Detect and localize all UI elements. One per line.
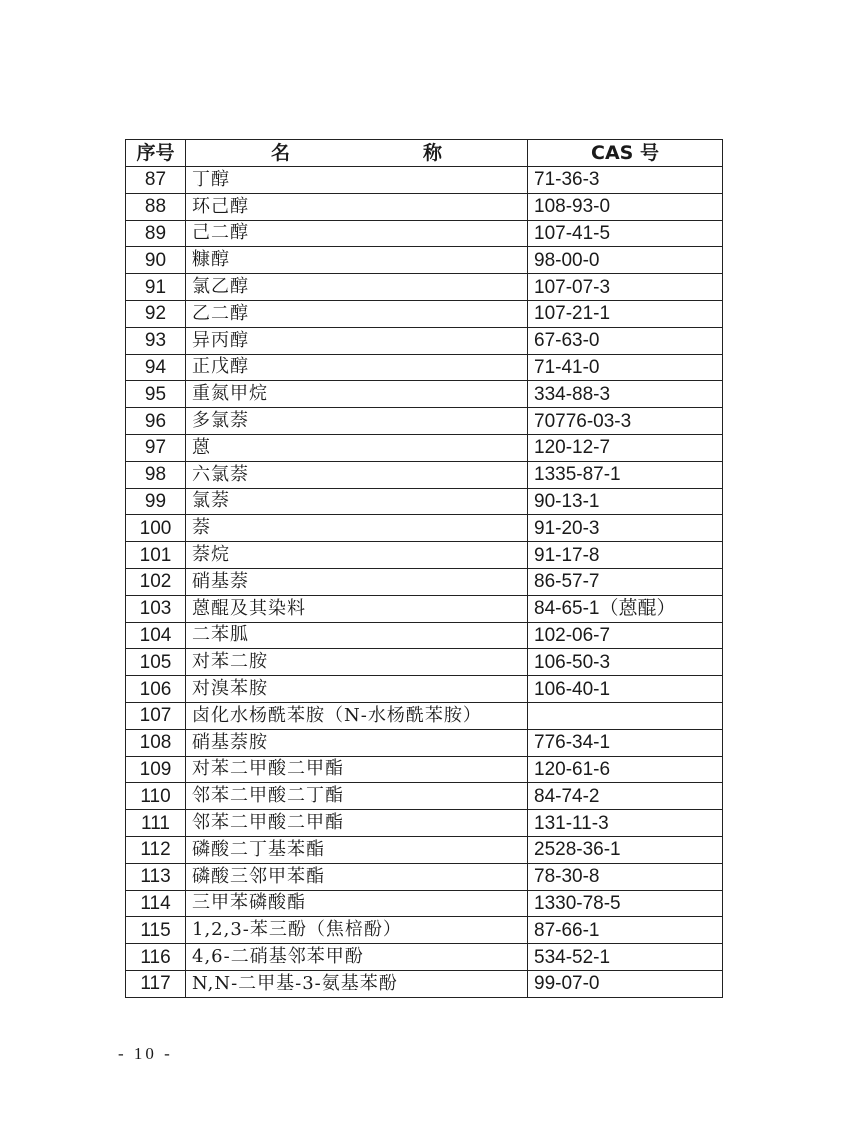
- name-cell: 萘: [186, 515, 528, 542]
- table-row: [126, 622, 723, 649]
- table-row: [126, 247, 723, 274]
- seq-cell: 105: [126, 649, 186, 676]
- name-cell: 磷酸二丁基苯酯: [186, 836, 528, 863]
- seq-cell: 101: [126, 542, 186, 569]
- table-row: [126, 756, 723, 783]
- table-row: [126, 917, 723, 944]
- seq-cell: 116: [126, 944, 186, 971]
- cas-cell: 98-00-0: [528, 247, 723, 274]
- cas-cell: 90-13-1: [528, 488, 723, 515]
- table-row: [126, 408, 723, 435]
- table-row: [126, 354, 723, 381]
- seq-cell: 117: [126, 970, 186, 997]
- cas-cell: 78-30-8: [528, 863, 723, 890]
- page-number: - 10 -: [118, 1044, 173, 1063]
- table-row: [126, 542, 723, 569]
- table-header-row: [126, 140, 723, 167]
- cas-cell: 131-11-3: [528, 810, 723, 837]
- cas-cell: 71-36-3: [528, 167, 723, 194]
- name-cell: 对苯二胺: [186, 649, 528, 676]
- seq-cell: 95: [126, 381, 186, 408]
- table-row: [126, 300, 723, 327]
- seq-cell: 111: [126, 810, 186, 837]
- name-cell: 异丙醇: [186, 327, 528, 354]
- table-row: [126, 702, 723, 729]
- cas-cell: 534-52-1: [528, 944, 723, 971]
- name-cell: 硝基萘胺: [186, 729, 528, 756]
- table-row: [126, 381, 723, 408]
- name-cell: 对苯二甲酸二甲酯: [186, 756, 528, 783]
- seq-cell: 115: [126, 917, 186, 944]
- name-cell: 三甲苯磷酸酯: [186, 890, 528, 917]
- cas-cell: 102-06-7: [528, 622, 723, 649]
- cas-cell: 107-21-1: [528, 300, 723, 327]
- table-row: [126, 595, 723, 622]
- seq-cell: 104: [126, 622, 186, 649]
- cas-cell: 86-57-7: [528, 568, 723, 595]
- table-row: [126, 944, 723, 971]
- table-row: [126, 327, 723, 354]
- table-row: [126, 220, 723, 247]
- cas-cell: 1335-87-1: [528, 461, 723, 488]
- cas-cell: 107-07-3: [528, 274, 723, 301]
- name-cell: 正戊醇: [186, 354, 528, 381]
- seq-cell: 99: [126, 488, 186, 515]
- name-cell: 多氯萘: [186, 408, 528, 435]
- table-row: [126, 863, 723, 890]
- name-cell: 对溴苯胺: [186, 676, 528, 703]
- name-cell: 萘烷: [186, 542, 528, 569]
- table-row: [126, 461, 723, 488]
- table-row: [126, 970, 723, 997]
- cas-cell: 84-65-1（蒽醌）: [528, 595, 723, 622]
- seq-cell: 108: [126, 729, 186, 756]
- cas-cell: 1330-78-5: [528, 890, 723, 917]
- table-row: [126, 783, 723, 810]
- seq-cell: 88: [126, 193, 186, 220]
- cas-cell: 107-41-5: [528, 220, 723, 247]
- cas-cell: 776-34-1: [528, 729, 723, 756]
- name-cell: 乙二醇: [186, 300, 528, 327]
- seq-cell: 89: [126, 220, 186, 247]
- name-cell: 己二醇: [186, 220, 528, 247]
- table-row: [126, 810, 723, 837]
- cas-cell: 84-74-2: [528, 783, 723, 810]
- table-row: [126, 568, 723, 595]
- name-cell: 卤化水杨酰苯胺（N-水杨酰苯胺）: [186, 702, 528, 729]
- seq-cell: 113: [126, 863, 186, 890]
- header-seq: 序号: [126, 140, 186, 167]
- seq-cell: 98: [126, 461, 186, 488]
- name-cell: 硝基萘: [186, 568, 528, 595]
- cas-cell: 67-63-0: [528, 327, 723, 354]
- table-row: [126, 649, 723, 676]
- cas-cell: 108-93-0: [528, 193, 723, 220]
- name-cell: N,N-二甲基-3-氨基苯酚: [186, 970, 528, 997]
- seq-cell: 91: [126, 274, 186, 301]
- table-body: [126, 167, 723, 998]
- header-name: [186, 140, 528, 167]
- seq-cell: 109: [126, 756, 186, 783]
- table-row: [126, 836, 723, 863]
- seq-cell: 96: [126, 408, 186, 435]
- name-cell: 邻苯二甲酸二丁酯: [186, 783, 528, 810]
- cas-cell: 2528-36-1: [528, 836, 723, 863]
- cas-cell: 106-40-1: [528, 676, 723, 703]
- table-row: [126, 676, 723, 703]
- name-cell: 环己醇: [186, 193, 528, 220]
- table-row: [126, 167, 723, 194]
- name-cell: 六氯萘: [186, 461, 528, 488]
- seq-cell: 114: [126, 890, 186, 917]
- cas-cell: 91-17-8: [528, 542, 723, 569]
- cas-cell: 70776-03-3: [528, 408, 723, 435]
- name-cell: 二苯胍: [186, 622, 528, 649]
- cas-cell: [528, 702, 723, 729]
- table-row: [126, 729, 723, 756]
- seq-cell: 92: [126, 300, 186, 327]
- table-row: [126, 515, 723, 542]
- name-cell: 4,6-二硝基邻苯甲酚: [186, 944, 528, 971]
- chemical-list-table-container: [125, 139, 722, 998]
- seq-cell: 100: [126, 515, 186, 542]
- seq-cell: 87: [126, 167, 186, 194]
- seq-cell: 103: [126, 595, 186, 622]
- name-cell: 糠醇: [186, 247, 528, 274]
- table-row: [126, 488, 723, 515]
- cas-cell: 334-88-3: [528, 381, 723, 408]
- cas-cell: 71-41-0: [528, 354, 723, 381]
- name-cell: 丁醇: [186, 167, 528, 194]
- cas-cell: 91-20-3: [528, 515, 723, 542]
- name-cell: 1,2,3-苯三酚（焦棓酚）: [186, 917, 528, 944]
- seq-cell: 93: [126, 327, 186, 354]
- seq-cell: 102: [126, 568, 186, 595]
- header-cas: CAS 号: [528, 140, 723, 167]
- cas-cell: 99-07-0: [528, 970, 723, 997]
- seq-cell: 112: [126, 836, 186, 863]
- seq-cell: 97: [126, 434, 186, 461]
- cas-cell: 106-50-3: [528, 649, 723, 676]
- cas-cell: 120-12-7: [528, 434, 723, 461]
- chemical-list-table: [125, 139, 723, 998]
- table-row: [126, 274, 723, 301]
- name-cell: 蒽醌及其染料: [186, 595, 528, 622]
- seq-cell: 106: [126, 676, 186, 703]
- name-cell: 氯乙醇: [186, 274, 528, 301]
- name-cell: 氯萘: [186, 488, 528, 515]
- name-cell: 重氮甲烷: [186, 381, 528, 408]
- table-row: [126, 434, 723, 461]
- seq-cell: 94: [126, 354, 186, 381]
- header-name-text: 名 称: [270, 141, 499, 164]
- seq-cell: 90: [126, 247, 186, 274]
- name-cell: 蒽: [186, 434, 528, 461]
- cas-cell: 87-66-1: [528, 917, 723, 944]
- cas-cell: 120-61-6: [528, 756, 723, 783]
- seq-cell: 110: [126, 783, 186, 810]
- table-row: [126, 193, 723, 220]
- table-row: [126, 890, 723, 917]
- name-cell: 磷酸三邻甲苯酯: [186, 863, 528, 890]
- name-cell: 邻苯二甲酸二甲酯: [186, 810, 528, 837]
- seq-cell: 107: [126, 702, 186, 729]
